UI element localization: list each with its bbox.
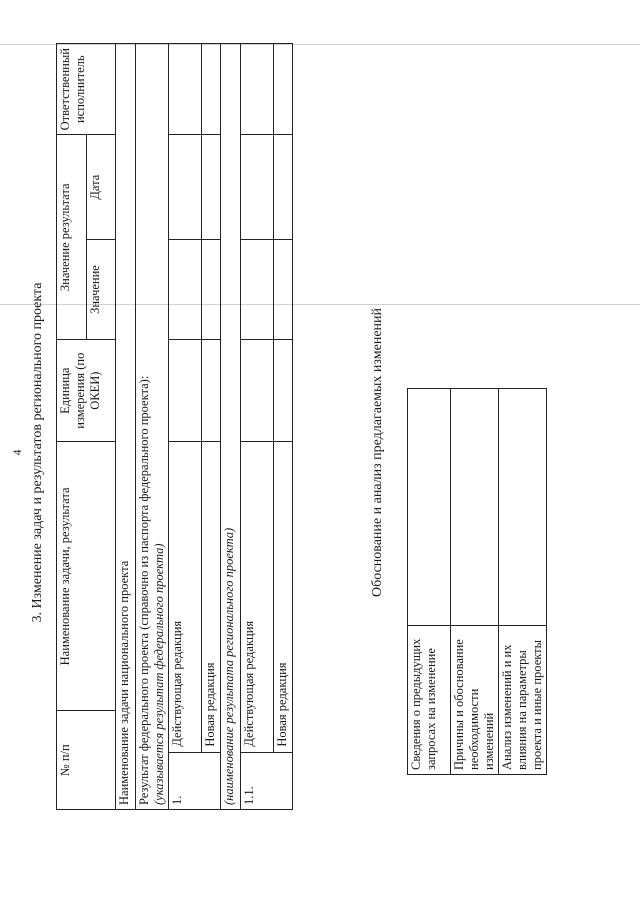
header-num: № п/п xyxy=(57,711,116,810)
cell-responsible xyxy=(274,44,293,135)
cell-date xyxy=(241,135,274,240)
row-number: 1.1. xyxy=(241,752,293,809)
cell-date xyxy=(274,135,293,240)
table-row xyxy=(116,44,136,810)
header-date: Дата xyxy=(86,135,116,240)
header-responsible: Ответственный исполнитель xyxy=(57,44,116,135)
table-row xyxy=(202,44,221,810)
current-edition-label: Действующая редакция xyxy=(169,442,202,752)
cell-responsible xyxy=(169,44,202,135)
analysis-row-value xyxy=(408,389,451,626)
analysis-table xyxy=(407,388,547,775)
new-edition-label: Новая редакция xyxy=(274,442,293,752)
table-row xyxy=(241,44,274,810)
federal-result-text: Результат федерального проекта (справочно из паспорта федерального проекта): xyxy=(137,375,151,805)
cell-responsible xyxy=(241,44,274,135)
cell-unit xyxy=(274,340,293,442)
federal-result-note: (указывается результат федерального проекта) xyxy=(152,543,166,805)
page-number: 4 xyxy=(10,449,24,456)
table-row xyxy=(499,389,547,775)
new-edition-label: Новая редакция xyxy=(202,442,221,752)
federal-result-row xyxy=(136,44,169,810)
cell-unit xyxy=(169,340,202,442)
row-number: 1. xyxy=(169,752,221,809)
cell-value xyxy=(169,239,202,339)
analysis-section-title: Обоснование и анализ предлагаемых изменений xyxy=(370,307,385,598)
header-value: Значение xyxy=(86,239,116,339)
section-title: 3. Изменение задач и результатов регионального проекта xyxy=(30,282,45,623)
table-header-row xyxy=(57,44,87,810)
cell-date xyxy=(169,135,202,240)
cell-value xyxy=(274,239,293,339)
current-edition-label: Действующая редакция xyxy=(241,442,274,752)
header-result-value: Значение результата xyxy=(57,135,87,340)
table-row xyxy=(136,44,169,810)
table-row xyxy=(451,389,499,775)
analysis-row-label: Анализ изменений и их влияния на параметры проекта и иные проекты xyxy=(499,626,547,775)
table-row xyxy=(274,44,293,810)
analysis-row-value xyxy=(499,389,547,626)
table-row xyxy=(169,44,202,810)
header-unit: Единица измерения (по ОКЕИ) xyxy=(57,340,116,442)
cell-value xyxy=(202,239,221,339)
header-name: Наименование задачи, результата xyxy=(57,442,116,711)
table-row xyxy=(221,44,241,810)
analysis-row-label: Сведения о предыдущих запросах на изменение xyxy=(408,626,451,775)
cell-unit xyxy=(241,340,274,442)
tasks-results-table xyxy=(56,43,293,810)
national-task-row: Наименование задачи национального проекта xyxy=(116,44,136,810)
cell-date xyxy=(202,135,221,240)
cell-responsible xyxy=(202,44,221,135)
cell-value xyxy=(241,239,274,339)
analysis-row-value xyxy=(451,389,499,626)
regional-result-row: (наименование результата регионального проекта) xyxy=(221,44,241,810)
cell-unit xyxy=(202,340,221,442)
table-row xyxy=(408,389,451,775)
analysis-row-label: Причины и обоснование необходимости изменений xyxy=(451,626,499,775)
